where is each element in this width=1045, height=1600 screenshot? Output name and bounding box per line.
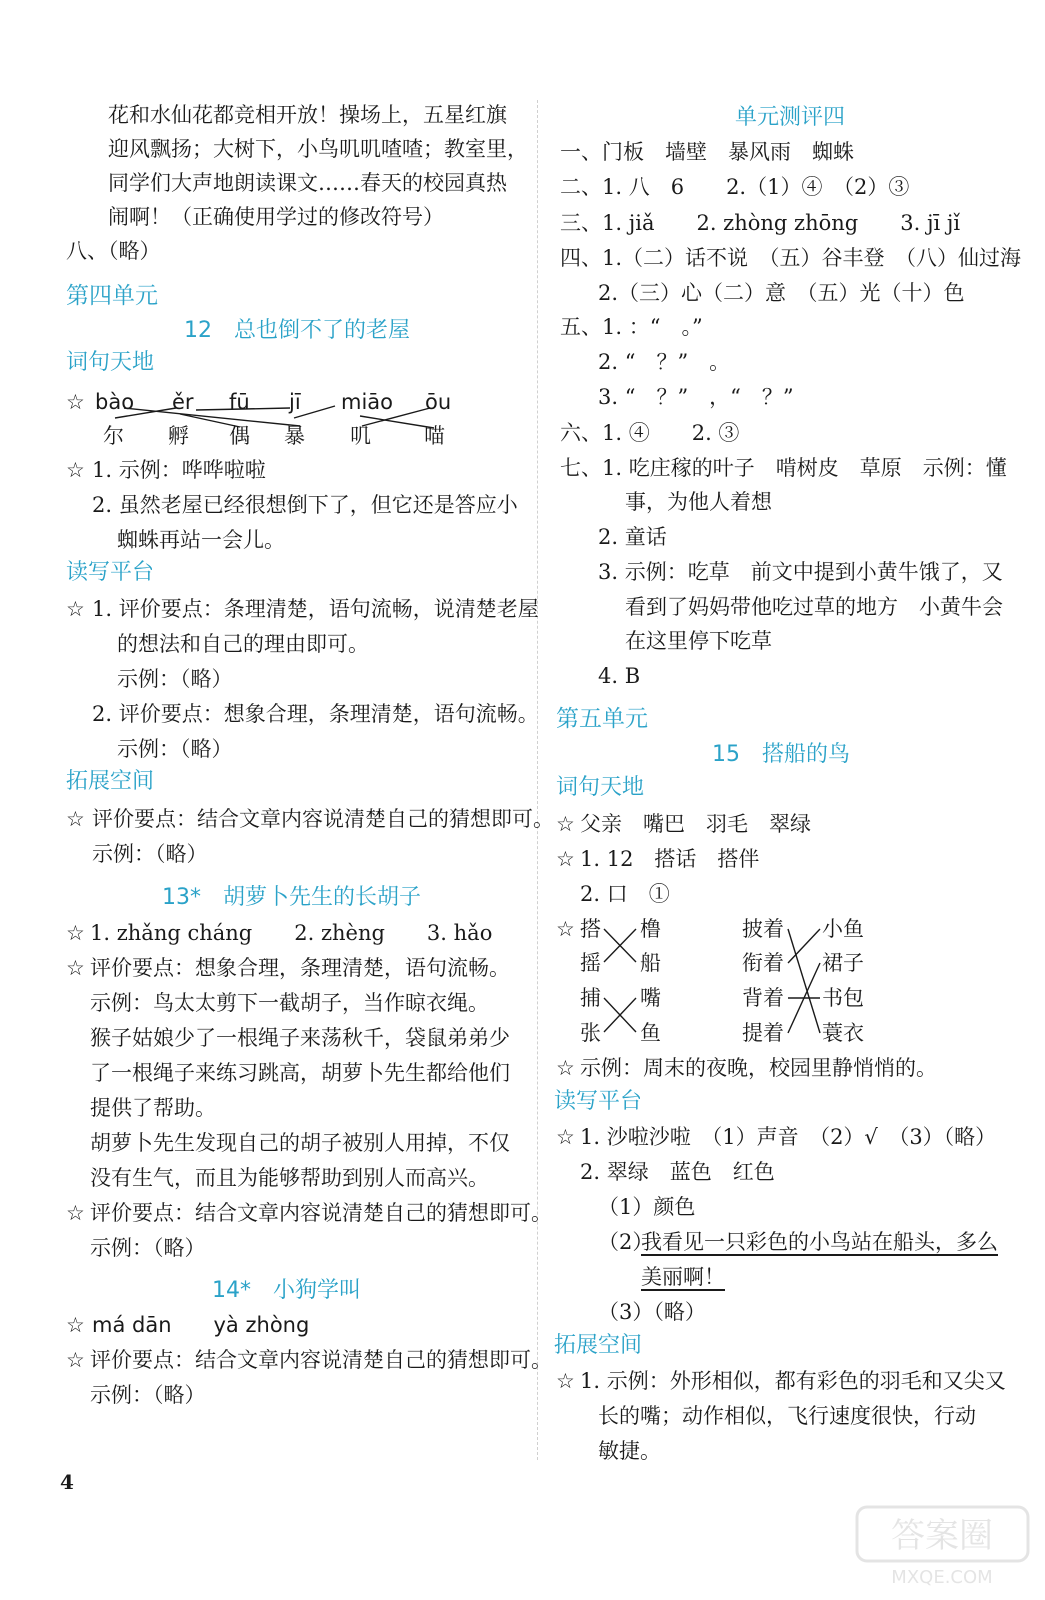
lesson-13-title: 13* 胡萝卜先生的长胡子 <box>162 885 421 910</box>
l12-q2-line-2: 蜘蛛再站一会儿。 <box>117 528 285 552</box>
intro-line-1: 花和水仙花都竞相开放！操场上，五星红旗 <box>108 103 507 127</box>
star-icon: ☆ <box>66 1348 85 1372</box>
l15-q1: 父亲 嘴巴 羽毛 翠绿 <box>580 812 811 836</box>
star-icon: ☆ <box>66 807 85 831</box>
section-ciju-2: 词句天地 <box>556 775 645 800</box>
l14-q1: má dān yà zhòng <box>92 1313 310 1337</box>
watermark-logo <box>855 1505 1030 1590</box>
star-icon: ☆ <box>556 1125 575 1149</box>
pinyin-ou: ōu <box>425 390 452 414</box>
answer-ba: 八、（略） <box>66 239 161 263</box>
pinyin-er: ěr <box>172 390 194 414</box>
match-a-right-2: 船 <box>640 951 661 975</box>
star-icon: ☆ <box>66 458 85 482</box>
l13-q3: 评价要点：结合文章内容说清楚自己的猜想即可。 <box>90 1201 552 1225</box>
r-dx2: 2. 翠绿 蓝色 红色 <box>580 1160 775 1184</box>
l15-q4: 示例：周末的夜晚，校园里静悄悄的。 <box>580 1056 937 1080</box>
test-q3: 三、1. jiǎ 2. zhòng zhōng 3. jī jǐ <box>560 211 961 235</box>
lesson-12-title: 12 总也倒不了的老屋 <box>184 318 410 343</box>
match-b-right-1: 嘴 <box>640 986 661 1010</box>
match2-right-3: 书包 <box>822 986 864 1010</box>
hanzi-ou: 偶 <box>229 424 250 448</box>
r-dx2-2-line-1: 我看见一只彩色的小鸟站在船头，多么 <box>641 1230 998 1254</box>
l15-q3: 2. 口 ① <box>580 882 670 906</box>
section-duxie: 读写平台 <box>66 560 155 585</box>
match-b-left-2: 张 <box>580 1021 601 1045</box>
section-ciju: 词句天地 <box>66 350 155 375</box>
match2-left-3: 背着 <box>742 986 784 1010</box>
section-duxie-2: 读写平台 <box>554 1089 643 1114</box>
pinyin-ji: jī <box>289 390 301 414</box>
star-icon: ☆ <box>556 847 575 871</box>
hanzi-ji: 叽 <box>350 424 371 448</box>
star-icon: ☆ <box>556 1056 575 1080</box>
match2-left-1: 披着 <box>742 917 784 941</box>
lesson-14-title: 14* 小狗学叫 <box>212 1278 361 1303</box>
l13-ex-5: 胡萝卜先生发现自己的胡子被别人用掉，不仅 <box>90 1131 510 1155</box>
watermark-text-2: MXQE.COM <box>891 1567 993 1588</box>
r-dx2-2-label: （2） <box>598 1230 654 1254</box>
match-a-left-1: 搭 <box>580 917 601 941</box>
match-b-right-2: 鱼 <box>640 1021 661 1045</box>
test-q7-line-1: 七、1. 吃庄稼的叶子 啃树皮 草原 示例：懂 <box>560 456 1007 480</box>
dx1-line-3: 示例：（略） <box>117 667 233 691</box>
r-tz1-line-1: 1. 示例：外形相似，都有彩色的羽毛和又尖又 <box>580 1369 1006 1393</box>
l13-ex-6: 没有生气，而且为能够帮助到别人而高兴。 <box>90 1166 489 1190</box>
star-icon: ☆ <box>66 921 85 945</box>
match-a-left-2: 摇 <box>580 951 601 975</box>
dx2-line-1: 2. 评价要点：想象合理，条理清楚，语句流畅。 <box>92 702 539 726</box>
pinyin-miao: miāo <box>341 390 394 414</box>
r-dx2-2-line-2: 美丽啊！ <box>641 1265 725 1289</box>
match-a-right-1: 橹 <box>640 917 661 941</box>
test-q7-line-4: 3. 示例：吃草 前文中提到小黄牛饿了，又 <box>598 560 1003 584</box>
dx2-line-2: 示例：（略） <box>117 737 233 761</box>
star-icon: ☆ <box>66 956 85 980</box>
test-q4-line-1: 四、1.（二）话不说 （五）谷丰登 （八）仙过海 <box>560 246 1022 270</box>
match2-left-4: 提着 <box>742 1021 784 1045</box>
r-dx2-3: （3）（略） <box>598 1300 706 1324</box>
dx1-line-2: 的想法和自己的理由即可。 <box>117 632 369 656</box>
dx1-line-1: 1. 评价要点：条理清楚，语句流畅，说清楚老屋 <box>92 597 539 621</box>
intro-line-3: 同学们大声地朗读课文……春天的校园真热 <box>108 171 507 195</box>
match2-left-2: 衔着 <box>742 951 784 975</box>
test-q7-line-6: 在这里停下吃草 <box>625 629 772 653</box>
l13-q3-ex: 示例：（略） <box>90 1236 206 1260</box>
star-icon: ☆ <box>66 1201 85 1225</box>
l13-q1: 1. zhǎng cháng 2. zhèng 3. hǎo <box>90 921 493 945</box>
l13-ex-3: 了一根绳子来练习跳高，胡萝卜先生都给他们 <box>90 1061 510 1085</box>
hanzi-er: 尔 <box>103 424 124 448</box>
intro-line-4: 闹啊！（正确使用学过的修改符号） <box>108 205 444 229</box>
star-icon: ☆ <box>66 390 85 414</box>
match-b-left-1: 捕 <box>580 986 601 1010</box>
tz1-line-1: 评价要点：结合文章内容说清楚自己的猜想即可。 <box>92 807 554 831</box>
star-icon: ☆ <box>66 597 85 621</box>
test-q7-line-7: 4. B <box>598 664 641 688</box>
l15-q2: 1. 12 搭话 搭伴 <box>580 847 760 871</box>
test-q1: 一、门板 墙壁 暴风雨 蜘蛛 <box>560 140 854 164</box>
star-icon: ☆ <box>556 812 575 836</box>
test-q7-line-5: 看到了妈妈带他吃过草的地方 小黄牛会 <box>625 595 1003 619</box>
r-dx1: 1. 沙啦沙啦 （1）声音 （2）√ （3）（略） <box>580 1125 997 1149</box>
hanzi-miao: 喵 <box>424 424 445 448</box>
unit-5-heading: 第五单元 <box>556 706 648 732</box>
watermark-text-1: 答案圈 <box>891 1516 993 1556</box>
intro-line-2: 迎风飘扬；大树下，小鸟叽叽喳喳；教室里， <box>108 137 528 161</box>
test-q5-line-3: 3. “ ？” ，“ ？” <box>598 385 794 409</box>
l13-ex-1: 示例：鸟太太剪下一截胡子，当作晾衣绳。 <box>90 991 489 1015</box>
tz1-line-2: 示例：（略） <box>92 842 208 866</box>
l14-q2-ex: 示例：（略） <box>90 1383 206 1407</box>
l13-q2: 评价要点：想象合理，条理清楚，语句流畅。 <box>90 956 510 980</box>
l13-ex-4: 提供了帮助。 <box>90 1096 216 1120</box>
test-q4-line-2: 2.（三）心（二）意 （五）光（十）色 <box>598 281 965 305</box>
star-icon: ☆ <box>66 1313 85 1337</box>
section-tuozhan: 拓展空间 <box>66 769 155 794</box>
hanzi-fu: 孵 <box>168 424 189 448</box>
star-icon: ☆ <box>556 917 575 941</box>
unit-test-4-title: 单元测评四 <box>735 105 846 130</box>
test-q5-line-1: 五、1. ：“ 。” <box>560 315 703 339</box>
r-dx2-1: （1）颜色 <box>598 1195 696 1219</box>
test-q5-line-2: 2. “ ？” 。 <box>598 350 731 374</box>
test-q2: 二、1. 八 6 2.（1）④ （2）③ <box>560 175 910 199</box>
match2-right-4: 蓑衣 <box>822 1021 864 1045</box>
l14-q2: 评价要点：结合文章内容说清楚自己的猜想即可。 <box>90 1348 552 1372</box>
hanzi-bao: 暴 <box>284 424 305 448</box>
l13-ex-2: 猴子姑娘少了一根绳子来荡秋千，袋鼠弟弟少 <box>90 1026 510 1050</box>
pinyin-bao: bào <box>95 390 135 414</box>
l12-q2-line-1: 2. 虽然老屋已经很想倒下了，但它还是答应小 <box>92 493 518 517</box>
unit-4-heading: 第四单元 <box>66 283 158 309</box>
section-tuozhan-2: 拓展空间 <box>554 1333 643 1358</box>
r-tz1-line-2: 长的嘴；动作相似，飞行速度很快，行动 <box>598 1404 976 1428</box>
page-number: 4 <box>60 1470 74 1494</box>
pinyin-fu: fū <box>229 390 250 414</box>
lesson-15-title: 15 搭船的鸟 <box>712 742 850 767</box>
match2-right-1: 小鱼 <box>822 917 864 941</box>
match2-right-2: 裙子 <box>822 951 864 975</box>
test-q6: 六、1. ④ 2. ③ <box>560 421 740 445</box>
test-q7-line-3: 2. 童话 <box>598 525 667 549</box>
r-tz1-line-3: 敏捷。 <box>598 1439 661 1463</box>
test-q7-line-2: 事，为他人着想 <box>625 490 772 514</box>
star-icon: ☆ <box>556 1369 575 1393</box>
l12-q1: 1. 示例：哗哗啦啦 <box>92 458 266 482</box>
